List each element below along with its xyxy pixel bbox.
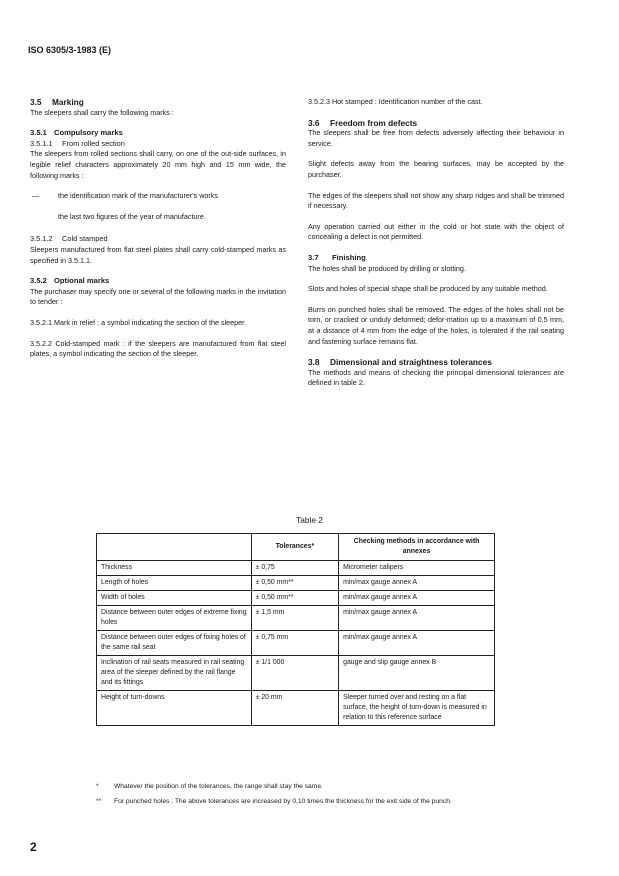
section-3-6-heading bbox=[308, 118, 564, 129]
table-cell-item: Thickness bbox=[97, 561, 252, 576]
footnote-text: For punched holes : The above tolerances are increased by 0,10 times the thickness for the exit side of the punch. bbox=[114, 798, 452, 805]
table-cell-item: Distance between outer edges of extreme fixing holes bbox=[97, 606, 252, 631]
list-item bbox=[30, 191, 286, 202]
table-row bbox=[97, 576, 495, 591]
section-title: From rolled section bbox=[62, 138, 125, 148]
table-cell-tolerance: ± 1,5 mm bbox=[251, 606, 338, 631]
footnote-mark: ** bbox=[96, 798, 102, 805]
section-title: Cold stamped bbox=[62, 234, 108, 244]
table-cell-item: Distance between outer edges of fixing holes of the same rail seat bbox=[97, 631, 252, 656]
section-3-5-2-heading bbox=[30, 276, 286, 287]
page-number: 2 bbox=[30, 840, 37, 854]
right-column bbox=[308, 97, 564, 399]
paragraph: Sleepers manufactured from flat steel plates shall carry cold-stamped marks as specified in 3.5.1.1. bbox=[30, 244, 286, 265]
table-cell-tolerance: ± 1/1 000 bbox=[251, 656, 338, 691]
tolerances-table bbox=[96, 533, 495, 726]
paragraph: The holes shall be produced by drilling or slotting. bbox=[308, 263, 466, 273]
table-cell-method: min/max gauge annex A bbox=[339, 631, 495, 656]
section-number: 3.5.1 bbox=[30, 128, 47, 138]
section-title: Freedom from defects bbox=[330, 117, 418, 128]
section-title: Marking bbox=[52, 97, 84, 107]
table-row bbox=[97, 606, 495, 631]
table-cell-method: min/max gauge annex A bbox=[339, 606, 495, 631]
table-cell-tolerance: ± 20 mm bbox=[251, 691, 338, 726]
table-cell-method: min/max gauge annex A bbox=[339, 591, 495, 606]
paragraph: The sleepers shall carry the following marks : bbox=[30, 107, 174, 117]
table-row bbox=[97, 591, 495, 606]
paragraph: 3.5.2.1 Mark in relief : a symbol indicating the section of the sleeper. bbox=[30, 317, 247, 327]
section-number: 3.5 bbox=[30, 97, 42, 107]
paragraph: Slight defects away from the bearing surfaces, may be accepted by the purchaser. bbox=[308, 159, 564, 179]
section-number: 3.6 bbox=[308, 117, 320, 128]
section-3-5-heading bbox=[30, 97, 286, 108]
list-dash: — bbox=[32, 191, 40, 201]
table-cell-method: gauge and slip gauge annex B bbox=[339, 656, 495, 691]
table-row bbox=[97, 691, 495, 726]
section-title: Dimensional and straightness tolerances bbox=[330, 357, 492, 368]
document-header: ISO 6305/3-1983 (E) bbox=[28, 45, 112, 55]
table-cell-method: Sleeper turned over and resting on a flat surface, the height of turn-down is measured in relation to this reference surface bbox=[339, 691, 495, 726]
table-cell-item: Width of holes bbox=[97, 591, 252, 606]
section-3-5-1-2-heading bbox=[30, 234, 286, 245]
section-3-8-heading bbox=[308, 357, 564, 368]
section-title: Optional marks bbox=[54, 276, 110, 286]
section-title: Finishing bbox=[332, 252, 366, 262]
table-row bbox=[97, 561, 495, 576]
section-number: 3.7 bbox=[308, 252, 319, 262]
table-cell-item: Inclination of rail seats measured in rail seating area of the sleeper defined by the rail flange and its fittings bbox=[97, 656, 252, 691]
footnote bbox=[96, 797, 516, 807]
section-number: 3.8 bbox=[308, 357, 320, 368]
table-header: Checking methods in accordance with annexes bbox=[339, 534, 495, 561]
table-footnotes bbox=[96, 782, 516, 812]
paragraph: The edges of the sleepers shall not show any sharp ridges and shall be trimmed if necessary. bbox=[308, 190, 564, 211]
table-cell-tolerance: ± 0,50 mm** bbox=[251, 591, 338, 606]
paragraph: Slots and holes of special shape shall be produced by any suitable method. bbox=[308, 284, 548, 294]
table-row bbox=[97, 631, 495, 656]
footnote-mark: * bbox=[96, 783, 99, 790]
section-title: Compulsory marks bbox=[54, 128, 123, 138]
table-cell-tolerance: ± 0,75 mm bbox=[251, 631, 338, 656]
list-item-text: the identification mark of the manufacturer's works bbox=[58, 191, 218, 201]
paragraph: 3.5.2.3 Hot stamped : Identification number of the cast. bbox=[308, 97, 483, 106]
table-title: Table 2 bbox=[296, 515, 323, 525]
section-3-5-1-1-heading bbox=[30, 139, 286, 150]
table-cell-method: Micrometer calipers bbox=[339, 561, 495, 576]
footnote-text: Whatever the position of the tolerances, the range shall stay the same. bbox=[114, 783, 323, 790]
paragraph: The sleepers shall be free from defects adversely affecting their behaviour in service. bbox=[308, 128, 564, 148]
section-number: 3.5.1.1 bbox=[30, 138, 53, 148]
section-3-7-heading bbox=[308, 253, 564, 264]
table-cell-item: Height of turn-downs bbox=[97, 691, 252, 726]
paragraph: The purchaser may specify one or several of the following marks in the invitation to tender : bbox=[30, 286, 286, 307]
section-number: 3.5.1.2 bbox=[30, 234, 53, 244]
paragraph: The sleepers from rolled sections shall carry, on one of the out-side surfaces, in legible relief characters approximately 20 mm high and 15 mm wide, the following marks : bbox=[30, 149, 286, 180]
table-header-blank bbox=[97, 534, 252, 561]
table-header-row bbox=[97, 534, 495, 561]
table-header: Tolerances* bbox=[251, 534, 338, 561]
list-item: the last two figures of the year of manufacture. bbox=[58, 211, 206, 221]
table-row bbox=[97, 656, 495, 691]
paragraph: Burrs on punched holes shall be removed. The edges of the holes shall not be torn, or cracked or unduly deformed; defor-mation up to a maximum of 0,5 mm, at a distance of 4 mm from the edge of the holes, is tolerated if the rail seating and fastening surface remains flat. bbox=[308, 304, 564, 346]
table-cell-tolerance: ± 0,50 mm** bbox=[251, 576, 338, 591]
section-number: 3.5.2 bbox=[30, 276, 47, 286]
section-3-5-1-heading bbox=[30, 128, 286, 139]
table-cell-item: Length of holes bbox=[97, 576, 252, 591]
left-column bbox=[30, 97, 286, 370]
paragraph: The methods and means of checking the principal dimensional tolerances are defined in table 2. bbox=[308, 367, 564, 388]
table-cell-tolerance: ± 0,75 bbox=[251, 561, 338, 576]
paragraph: 3.5.2.2 Cold-stamped mark : if the sleepers are manufactured from flat steel plates, a symbol indicating the section of the sleeper. bbox=[30, 338, 286, 359]
table-cell-method: min/max gauge annex A bbox=[339, 576, 495, 591]
footnote bbox=[96, 782, 516, 792]
paragraph: Any operation carried out either in the cold or hot state with the object of concealing a defect is not permitted. bbox=[308, 221, 564, 242]
